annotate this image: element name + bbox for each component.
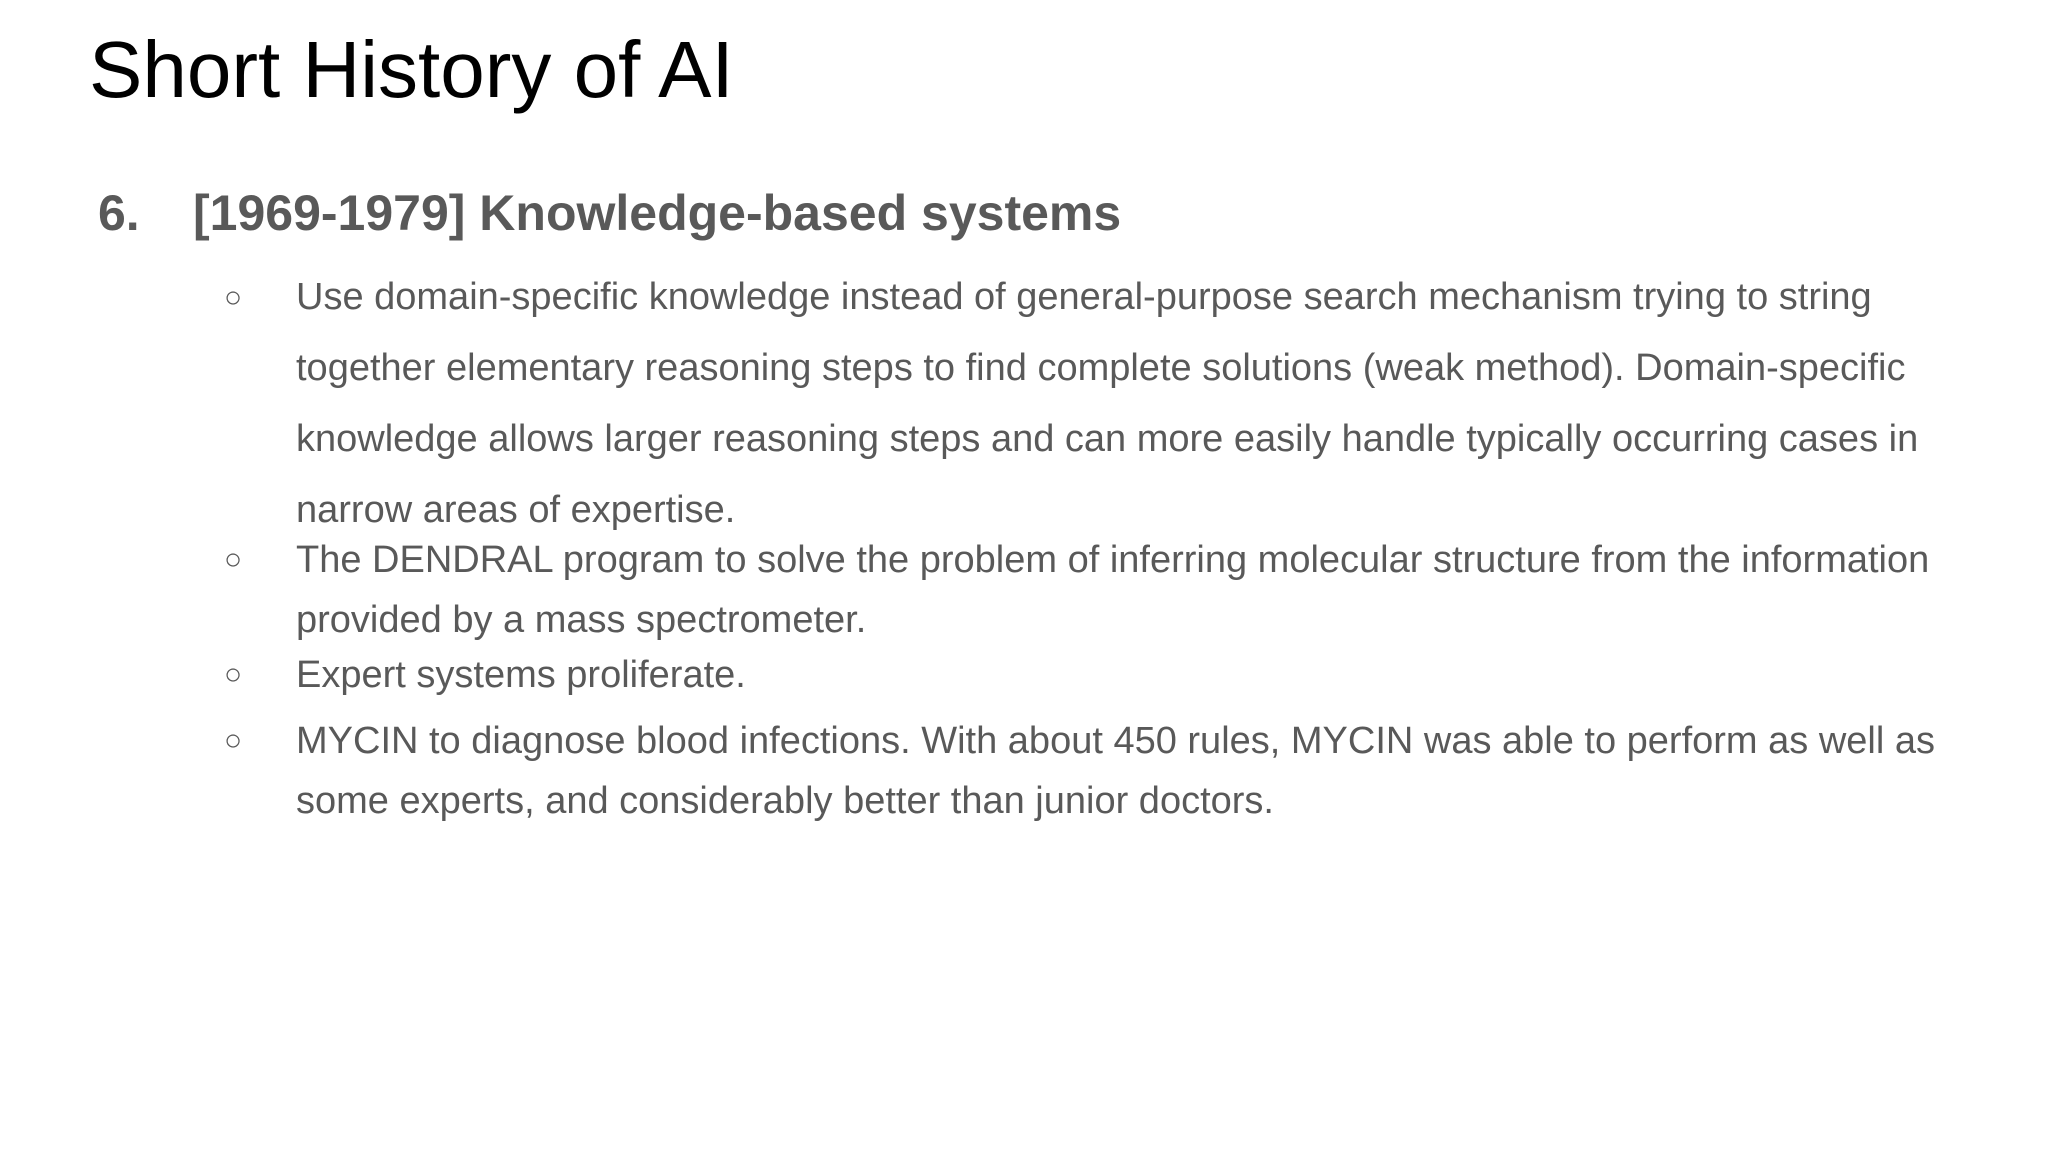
circle-bullet-icon: ○ (224, 543, 243, 576)
bullet-text: The DENDRAL program to solve the problem of inferring molecular structure from the information provided by a mass spectrometer. (296, 539, 1930, 641)
section-title: [1969-1979] Knowledge-based systems (193, 185, 1122, 241)
slide-title: Short History of AI (89, 25, 734, 114)
bullet-text: Expert systems proliferate. (296, 654, 746, 696)
circle-bullet-icon: ○ (224, 281, 243, 314)
bullet-text: MYCIN to diagnose blood infections. With about 450 rules, MYCIN was able to perform as well as some experts, and considerably better than junior doctors. (296, 720, 1935, 822)
circle-bullet-icon: ○ (224, 724, 243, 757)
section-heading (98, 182, 1998, 244)
circle-bullet-icon: ○ (224, 658, 243, 691)
section-number: 6. (98, 185, 140, 241)
bullet-text: Use domain-specific knowledge instead of general-purpose search mechanism trying to string together elementary reasoning steps to find complete solutions (weak method). Domain-specific knowledge allows larger reasoning steps and can more easily handle typically occurring cases in narrow areas of expertise. (296, 276, 1919, 531)
